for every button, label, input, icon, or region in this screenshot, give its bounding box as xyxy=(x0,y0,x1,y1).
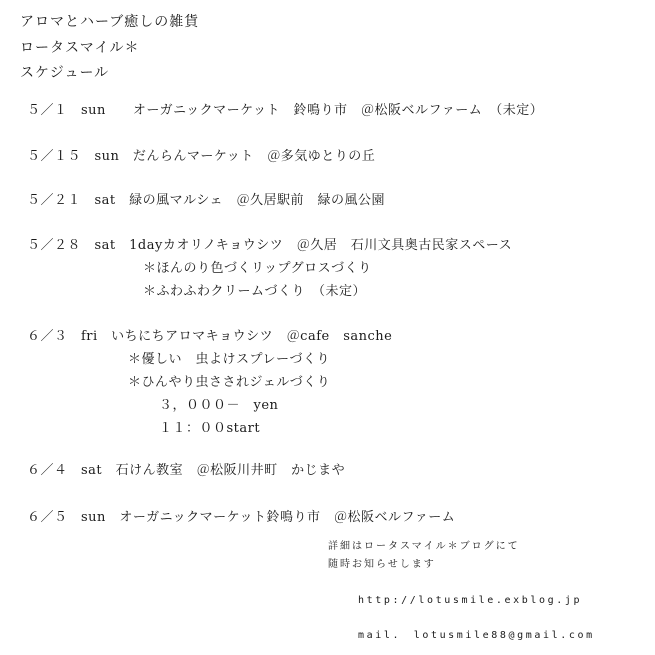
schedule-item-jun-3: ６／３ fri いちにちアロマキョウシツ ＠cafe sanche xyxy=(27,329,393,344)
schedule-item-may-21: ５／２１ sat 緑の風マルシェ ＠久居駅前 緑の風公園 xyxy=(27,193,386,208)
schedule-item-may-15: ５／１５ sun だんらんマーケット ＠多気ゆとりの丘 xyxy=(27,149,376,164)
footer-note: 随時お知らせします xyxy=(328,559,436,570)
page-title: スケジュール xyxy=(20,65,110,81)
shop-description: アロマとハーブ癒しの雑貨 xyxy=(20,14,200,30)
schedule-item-jun-5: ６／５ sun オーガニックマーケット鈴鳴り市 ＠松阪ベルファーム xyxy=(27,510,456,525)
schedule-subitem: ＊優しい 虫よけスプレーづくり xyxy=(128,352,330,367)
schedule-subitem: ＊ほんのり色づくリップグロスづくり xyxy=(143,261,372,276)
shop-name: ロータスマイル＊ xyxy=(20,40,140,56)
schedule-item-may-1: ５／１ sun オーガニックマーケット 鈴鳴り市 ＠松阪ベルファーム （未定） xyxy=(27,103,544,118)
schedule-subitem: ＊ふわふわクリームづくり （未定） xyxy=(143,284,367,299)
schedule-item-may-28: ５／２８ sat 1dayカオリノキョウシツ ＠久居 石川文具奥古民家スペース xyxy=(27,238,513,253)
footer-note: 詳細はロータスマイル＊ブログにて xyxy=(328,541,520,552)
blog-url: http://lotusmile.exblog.jp xyxy=(358,595,583,606)
schedule-item-jun-4: ６／４ sat 石けん教室 ＠松阪川井町 かじまや xyxy=(27,463,346,478)
price-text: ３，０００－ yen xyxy=(159,398,279,413)
contact-email: mail. lotusmile88@gmail.com xyxy=(358,630,595,641)
start-time-text: １１：００start xyxy=(159,421,261,436)
schedule-subitem: ＊ひんやり虫さされジェルづくり xyxy=(128,375,331,390)
